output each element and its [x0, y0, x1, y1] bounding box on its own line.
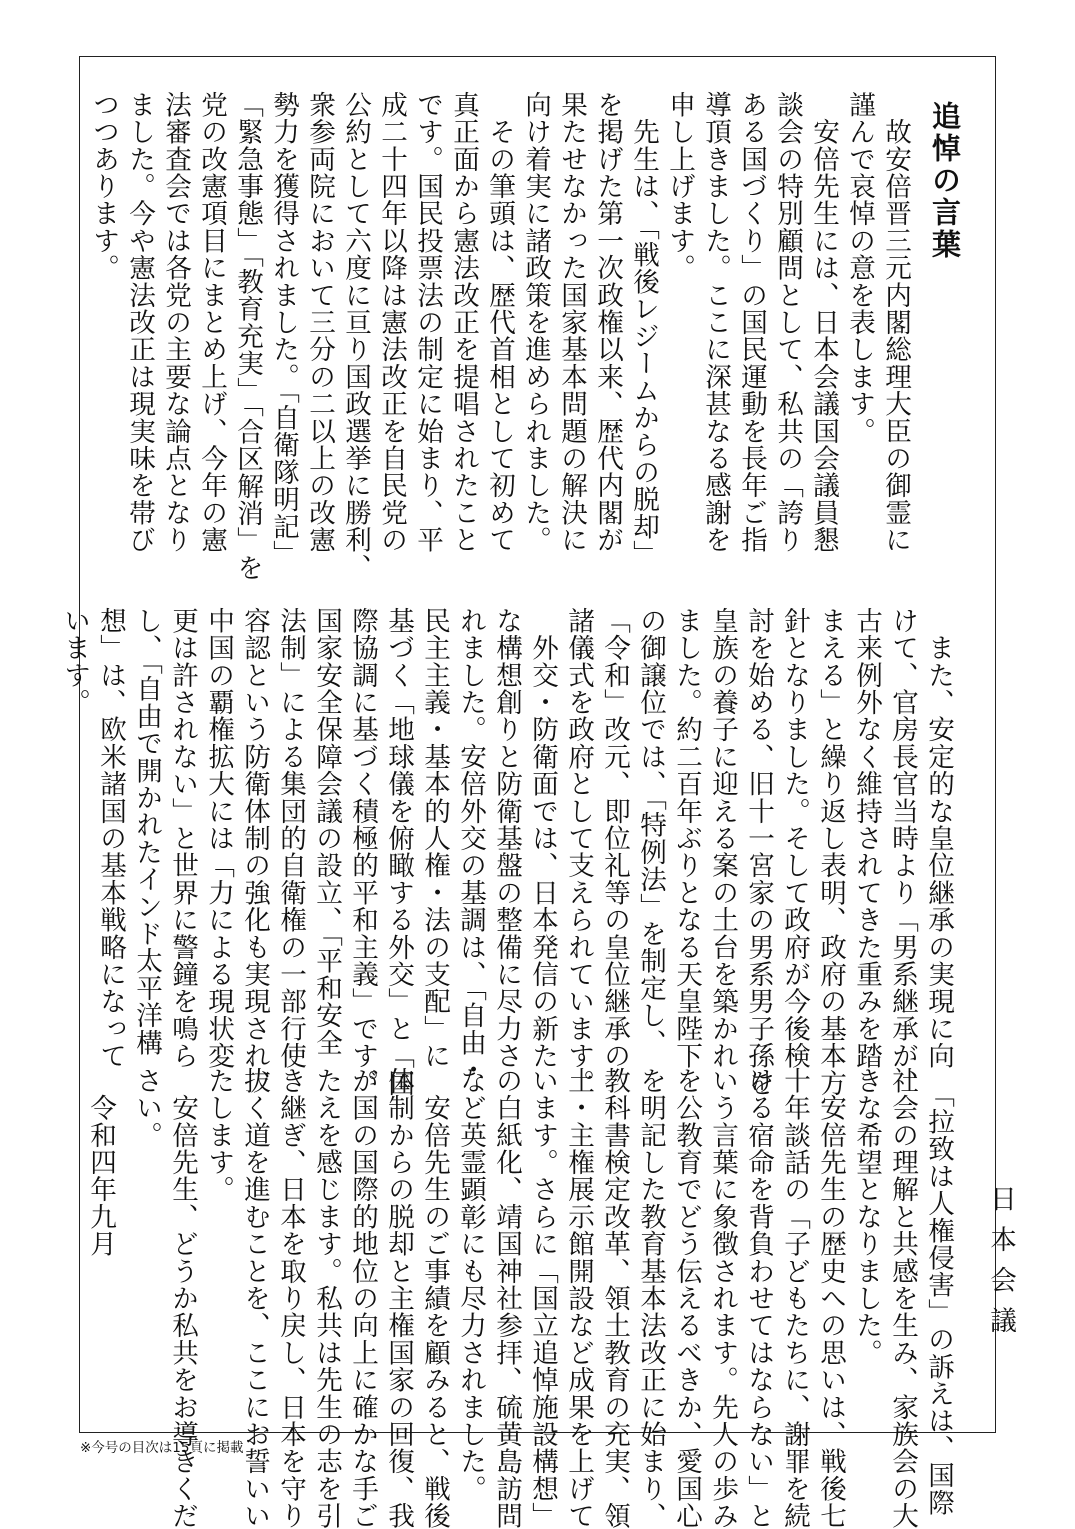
text-line: 針となりました。そして政府が今後検	[779, 607, 810, 1070]
text-line: 「緊急事態」「教育充実」「合区解消」を	[232, 91, 263, 582]
text-line: を公教育でどう伝えるべきか、愛国心	[671, 1067, 702, 1529]
text-line: つつあります。	[88, 91, 119, 282]
text-line: 諸儀式を政府として支えられています。	[563, 607, 594, 1097]
text-tier-top	[78, 91, 995, 582]
text-line: 衆参両院において三分の二以上の改憲	[304, 91, 335, 554]
text-line: 「拉致は人権侵害」の訴えは、国際	[923, 1067, 954, 1517]
text-line: 際協調に基づく積極的平和主義」です。	[347, 607, 378, 1097]
text-line: 法制」による集団的自衛権の一部行使	[275, 607, 306, 1070]
text-line: 土・主権展示館開設など成果を上げて	[563, 1067, 594, 1529]
text-line: また、安定的な皇位継承の実現に向	[923, 607, 954, 1070]
text-line: ました。約二百年ぶりとなる天皇陛下	[671, 607, 702, 1070]
text-line: を掲げた第一次政権以来、歴代内閣が	[592, 91, 623, 554]
text-line: たします。	[203, 1067, 234, 1203]
text-line: 体制からの脱却と主権国家の回復、我	[383, 1067, 414, 1529]
text-line: 基づく「地球儀を俯瞰する外交」と「国	[383, 607, 414, 1097]
text-line: き継ぎ、日本を取り戻し、日本を守り	[275, 1067, 306, 1529]
footnote: ※今号の目次は15頁に掲載	[80, 1440, 244, 1456]
text-line: 先生は、「戦後レジームからの脱却」	[628, 91, 659, 568]
text-line: 申し上げます。	[664, 91, 695, 282]
text-line: 謹んで哀悼の意を表します。	[844, 91, 875, 445]
text-line: の御譲位では、「特例法」を制定し、	[635, 607, 666, 1057]
text-line: 向け着実に諸政策を進められました。	[520, 91, 551, 554]
text-line: な構想創りと防衛基盤の整備に尽力さ	[491, 607, 522, 1070]
text-line: が国の国際的地位の向上に確かな手ご	[347, 1067, 378, 1529]
text-line: 安倍先生、どうか私共をお導きくだ	[167, 1067, 198, 1529]
text-line: 容認という防衛体制の強化も実現され、	[239, 607, 270, 1097]
text-line: 十年談話の「子どもたちに、謝罪を続	[779, 1067, 810, 1529]
text-line: ける宿命を背負わせてはならない」と	[743, 1067, 774, 1529]
text-line: 教科書検定改革、領土教育の充実、領	[599, 1067, 630, 1529]
text-line: 成二十四年以降は憲法改正を自民党の	[376, 91, 407, 554]
text-line: の白紙化、靖国神社参拝、硫黄島訪問	[491, 1067, 522, 1529]
text-line: 勢力を獲得されました。「自衛隊明記」	[268, 91, 299, 568]
text-line: ある国づくり」の国民運動を長年ご指	[736, 91, 767, 554]
text-line: など英霊顕彰にも尽力されました。	[455, 1067, 486, 1503]
text-line: 社会の理解と共感を生み、家族会の大	[887, 1067, 918, 1529]
text-line: 法審査会では各党の主要な論点となり	[160, 91, 191, 554]
text-line: います。	[59, 607, 90, 716]
text-line: 抜く道を進むことを、ここにお誓いい	[239, 1067, 270, 1529]
text-line: 更は許されない」と世界に警鐘を鳴ら	[167, 607, 198, 1070]
text-line: 外交・防衛面では、日本発信の新た	[527, 607, 558, 1070]
text-line: 安倍先生の歴史への思いは、戦後七	[815, 1067, 846, 1529]
text-line: し、「自由で開かれたインド太平洋構	[131, 607, 162, 1057]
text-line: 果たせなかった国家基本問題の解決に	[556, 91, 587, 554]
text-line: その筆頭は、歴代首相として初めて	[484, 91, 515, 554]
text-line: いう言葉に象徴されます。先人の歩み	[707, 1067, 738, 1529]
text-line: います。さらに「国立追悼施設構想」	[527, 1067, 558, 1529]
text-line: 皇族の養子に迎える案の土台を築かれ	[707, 607, 738, 1070]
text-line: れました。安倍外交の基調は、「自由・	[455, 607, 486, 1084]
text-line: を明記した教育基本法改正に始まり、	[635, 1067, 666, 1529]
text-line: まえる」と繰り返し表明、政府の基本方	[815, 607, 846, 1097]
text-line: 公約として六度に亘り国政選挙に勝利、	[340, 91, 371, 581]
text-tier-middle	[59, 607, 995, 1097]
text-line: 国家安全保障会議の設立、「平和安全	[311, 607, 342, 1057]
text-line: 「令和」改元、即位礼等の皇位継承の	[599, 607, 630, 1070]
text-line: 導頂きました。ここに深甚なる感謝を	[700, 91, 731, 554]
text-line: さい。	[131, 1067, 162, 1149]
signature: 日本会議	[985, 1185, 1016, 1348]
date-line: 令和四年九月	[85, 1067, 116, 1258]
text-line: 談会の特別顧問として、私共の「誇り	[772, 91, 803, 554]
text-line: 想」は、欧米諸国の基本戦略になって	[95, 607, 126, 1070]
text-line: ました。今や憲法改正は現実味を帯び	[124, 91, 155, 554]
text-line: 真正面から憲法改正を提唱されたこと	[448, 91, 479, 554]
text-line: 民主主義・基本的人権・法の支配」に	[419, 607, 450, 1070]
text-line: 安倍先生のご事績を顧みると、戦後	[419, 1067, 450, 1529]
text-line: です。国民投票法の制定に始まり、平	[412, 91, 443, 554]
text-line: 討を始める、旧十一宮家の男系男子孫を	[743, 607, 774, 1097]
text-line: 党の改憲項目にまとめ上げ、今年の憲	[196, 91, 227, 554]
text-line: 故安倍晋三元内閣総理大臣の御霊に	[880, 91, 911, 554]
text-line: 中国の覇権拡大には「力による現状変	[203, 607, 234, 1070]
text-line: けて、官房長官当時より「男系継承が、	[887, 607, 918, 1097]
text-line: きな希望となりました。	[851, 1067, 882, 1367]
text-line: 安倍先生には、日本会議国会議員懇	[808, 91, 839, 554]
text-line: たえを感じます。私共は先生の志を引	[311, 1067, 342, 1529]
text-line: 古来例外なく維持されてきた重みを踏	[851, 607, 882, 1070]
page-title: 追悼の言葉	[928, 101, 962, 261]
